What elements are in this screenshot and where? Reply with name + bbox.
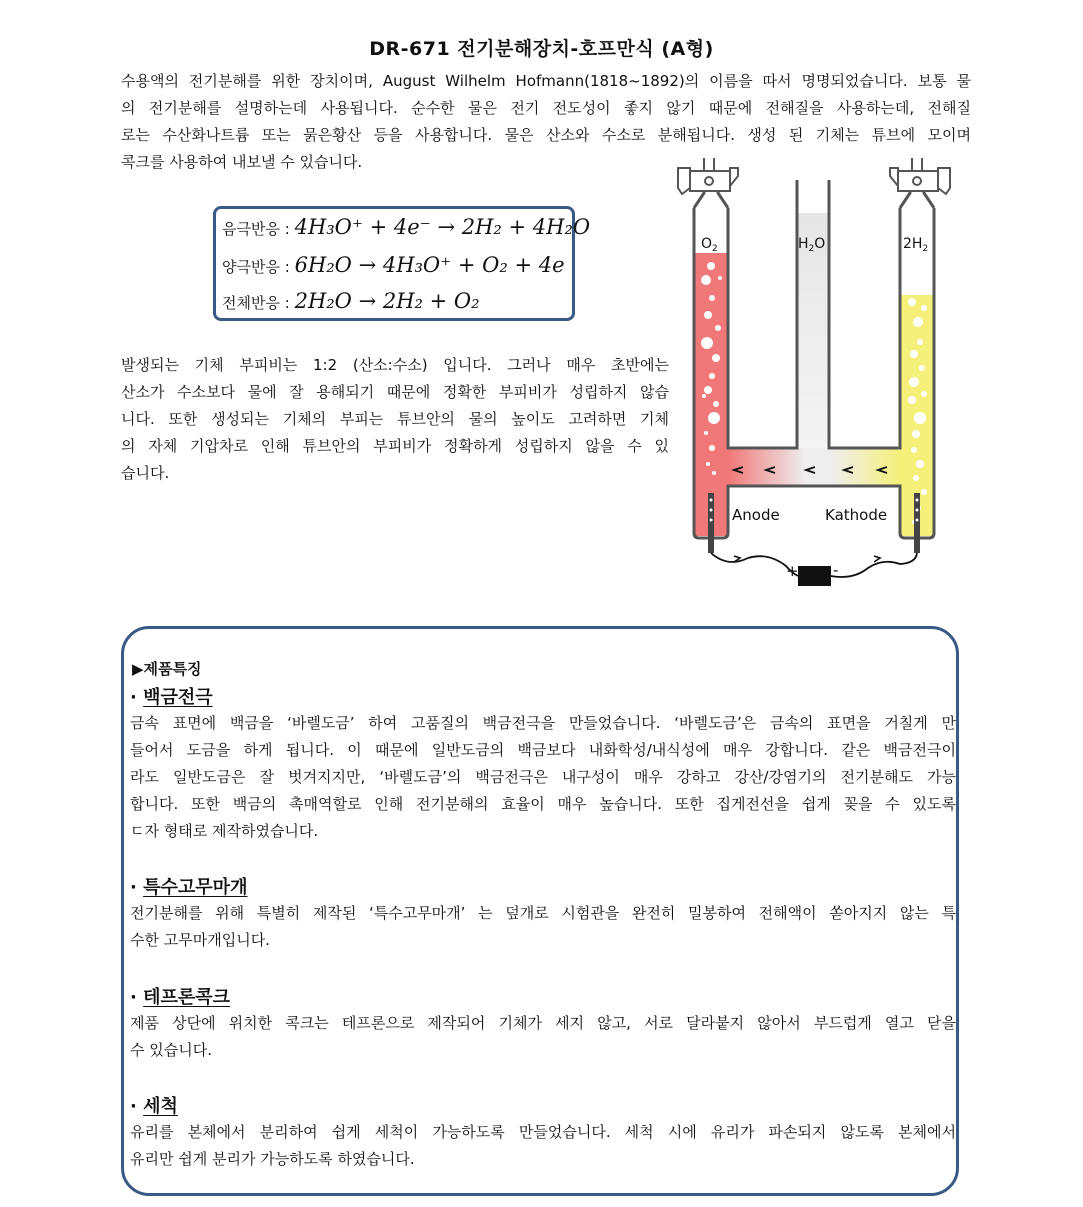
right-stopcock bbox=[890, 158, 950, 194]
label-plus: + bbox=[786, 562, 799, 580]
battery bbox=[798, 566, 831, 586]
circuit-wire bbox=[711, 553, 798, 576]
total-reaction bbox=[222, 289, 480, 313]
volume-ratio-paragraph bbox=[121, 352, 669, 487]
feature-title-platinum: · 백금전극 bbox=[130, 687, 213, 708]
label-anode: Anode bbox=[732, 506, 780, 524]
label-2h2: $2H_2$ bbox=[903, 236, 929, 254]
feature-body-platinum: 금속 표면에 백금을 ‘바렐도금’ 하여 고품질의 백금전극을 만들었습니다. ‘바렐도금’은 금속의 표면을 거칠게 만 들어서 도금을 하게 됩니다. 이 때문에 일반도금의 백금보다 내화학성/내식성에 매우 강합니다. 같은 백금전극이 라도 일반도금은 잘 벗겨지지만, ‘바렐도금’의 백금전극은 내구성이 매우 강하고 강산/강염기의 전기분해도 가능 합니다. 또한 백금의 촉매역할로 인해 전기분해의 효율이 매우 높습니다. 또한 집게전선을 쉽게 꽂을 수 있도록 ㄷ자 형태로 제작하였습니다. bbox=[130, 714, 956, 840]
feature-body-rubber-stopper: 전기분해를 위해 특별히 제작된 ‘특수고무마개’ 는 덮개로 시험관을 완전히 밀봉하여 전해액이 쏟아지지 않는 특 수한 고무마개입니다. bbox=[130, 904, 956, 949]
reaction-equations-box bbox=[213, 206, 591, 321]
label-minus: - bbox=[833, 561, 839, 579]
total-reaction-label: 전체반응 : bbox=[222, 294, 290, 312]
feature-title-cleaning: · 세척 bbox=[130, 1096, 178, 1117]
page-title: DR-671 전기분해장치-호프만식 (A형) bbox=[369, 38, 714, 60]
feature-body-teflon-cock: 제품 상단에 위치한 콕크는 테프론으로 제작되어 기체가 세지 않고, 서로 달라붙지 않아서 부드럽게 열고 닫을 수 있습니다. bbox=[130, 1014, 956, 1059]
product-features-box bbox=[121, 626, 959, 1196]
features-heading: ▶제품특징 bbox=[132, 660, 202, 678]
feature-title-teflon-cock: · 테프론콕크 bbox=[130, 987, 231, 1008]
anode-electrode bbox=[708, 493, 714, 553]
label-h2o: $H_2O$ bbox=[798, 236, 826, 254]
volume-line: 의 자체 기압차로 인해 튜브안의 부피비가 정확하게 성립하지 않을 수 있 bbox=[121, 437, 669, 455]
anode-reaction-label: 양극반응 : bbox=[222, 258, 290, 276]
hofmann-apparatus-diagram bbox=[668, 158, 970, 598]
cathode-electrode bbox=[914, 493, 920, 553]
total-reaction-formula: 2H₂O → 2H₂ + O₂ bbox=[294, 289, 480, 313]
left-stopcock bbox=[678, 158, 738, 194]
anode-reaction-formula: 6H₂O → 4H₃O⁺ + O₂ + 4e bbox=[294, 253, 565, 277]
volume-line: 니다. 또한 생성되는 기체의 부피는 튜브안의 물의 높이도 고려하면 기체 bbox=[121, 410, 669, 428]
cathode-reaction-formula: 4H₃O⁺ + 4e⁻ → 2H₂ + 4H₂O bbox=[294, 215, 591, 239]
feature-title-rubber-stopper: · 특수고무마개 bbox=[130, 877, 248, 898]
feature-body-cleaning: 유리를 본체에서 분리하여 쉽게 세척이 가능하도록 만들었습니다. 세척 시에 유리가 파손되지 않도록 본체에서 유리만 쉽게 분리가 가능하도록 하였습니다. bbox=[130, 1123, 956, 1168]
intro-line: 콕크를 사용하여 내보낼 수 있습니다. bbox=[121, 153, 363, 171]
intro-line: 로는 수산화나트륨 또는 묽은황산 등을 사용합니다. 물은 산소와 수소로 분해됩니다. 생성 된 기체는 튜브에 모이며 bbox=[121, 126, 971, 144]
cathode-reaction-label: 음극반응 : bbox=[222, 220, 290, 238]
label-o2: $O_2$ bbox=[701, 236, 718, 254]
volume-line: 산소가 수소보다 물에 잘 용해되기 때문에 정확한 부피비가 성립하지 않습 bbox=[121, 383, 669, 401]
intro-line: 의 전기분해를 설명하는데 사용됩니다. 순수한 물은 전기 전도성이 좋지 않기 때문에 전해질을 사용하는데, 전해질 bbox=[121, 99, 971, 117]
intro-line: 수용액의 전기분해를 위한 장치이며, August Wilhelm Hofmann(1818~1892)의 이름을 따서 명명되었습니다. 보통 물 bbox=[121, 72, 971, 90]
anode-reaction bbox=[222, 253, 565, 277]
volume-line: 습니다. bbox=[121, 464, 170, 482]
volume-line: 발생되는 기체 부피비는 1:2 (산소:수소) 입니다. 그러나 매우 초반에는 bbox=[121, 356, 669, 374]
cathode-reaction bbox=[222, 215, 590, 239]
label-kathode: Kathode bbox=[825, 506, 888, 524]
